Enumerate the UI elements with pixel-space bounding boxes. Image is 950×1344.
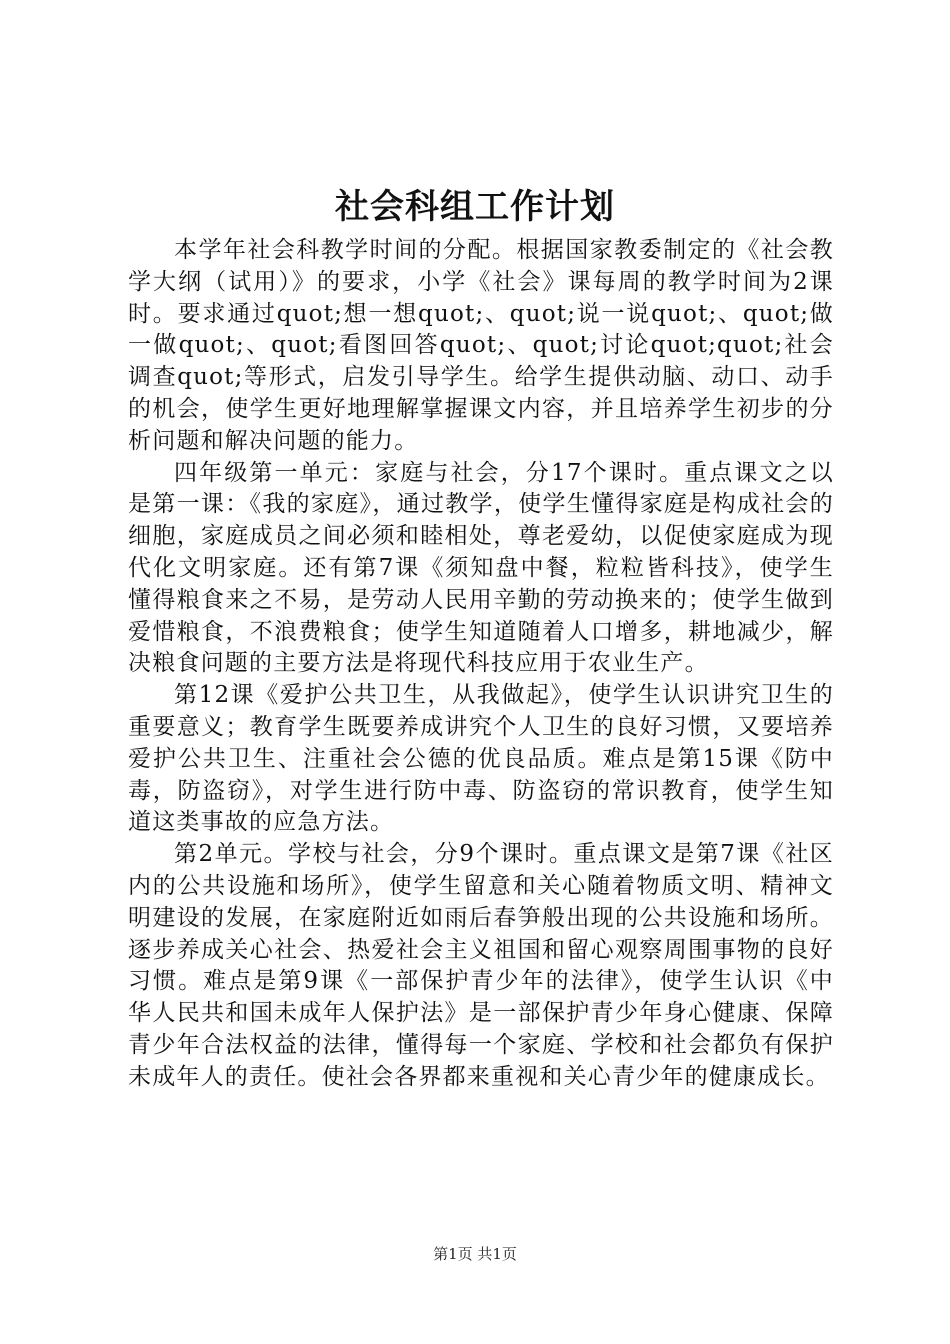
document-body <box>128 235 834 1094</box>
paragraph-grade-four-unit-one: 四年级第一单元：家庭与社会，分17个课时。重点课文之以是第一课：《我的家庭》，通过教学，使学生懂得家庭是构成社会的细胞，家庭成员之间必须和睦相处，尊老爱幼，以促使家庭成为现代化文明家庭。还有第7课《须知盘中餐，粒粒皆科技》，使学生懂得粮食来之不易，是劳动人民用辛勤的劳动换来的；使学生做到爱惜粮食，不浪费粮食；使学生知道随着人口增多，耕地减少，解决粮食问题的主要方法是将现代科技应用于农业生产。 <box>128 459 834 677</box>
page-footer: 第1页 共1页 <box>433 1245 517 1263</box>
paragraph-lesson-twelve: 第12课《爱护公共卫生，从我做起》，使学生认识讲究卫生的重要意义；教育学生既要养成讲究个人卫生的良好习惯，又要培养爱护公共卫生、注重社会公德的优良品质。难点是第15课《防中毒，防盗窃》，对学生进行防中毒、防盗窃的常识教育，使学生知道这类事故的应急方法。 <box>128 682 834 836</box>
paragraph-unit-two: 第2单元。学校与社会，分9个课时。重点课文是第7课《社区内的公共设施和场所》，使学生留意和关心随着物质文明、精神文明建设的发展，在家庭附近如雨后春笋般出现的公共设施和场所。逐步养成关心社会、热爱社会主义祖国和留心观察周围事物的良好习惯。难点是第9课《一部保护青少年的法律》，使学生认识《中华人民共和国未成年人保护法》是一部保护青少年身心健康、保障青少年合法权益的法律，懂得每一个家庭、学校和社会都负有保护未成年人的责任。使社会各界都来重视和关心青少年的健康成长。 <box>128 841 834 1090</box>
document-title: 社会科组工作计划 <box>335 187 615 227</box>
paragraph-time-allocation: 本学年社会科教学时间的分配。根据国家教委制定的《社会教学大纲（试用）》的要求，小学《社会》课每周的教学时间为2课时。要求通过quot;想一想quot;、quot;说一说quot;、quot;做一做quot;、quot;看图回答quot;、quot;讨论quot;quot;社会调查quot;等形式，启发引导学生。给学生提供动脑、动口、动手的机会，使学生更好地理解掌握课文内容，并且培养学生初步的分析问题和解决问题的能力。 <box>128 237 834 454</box>
